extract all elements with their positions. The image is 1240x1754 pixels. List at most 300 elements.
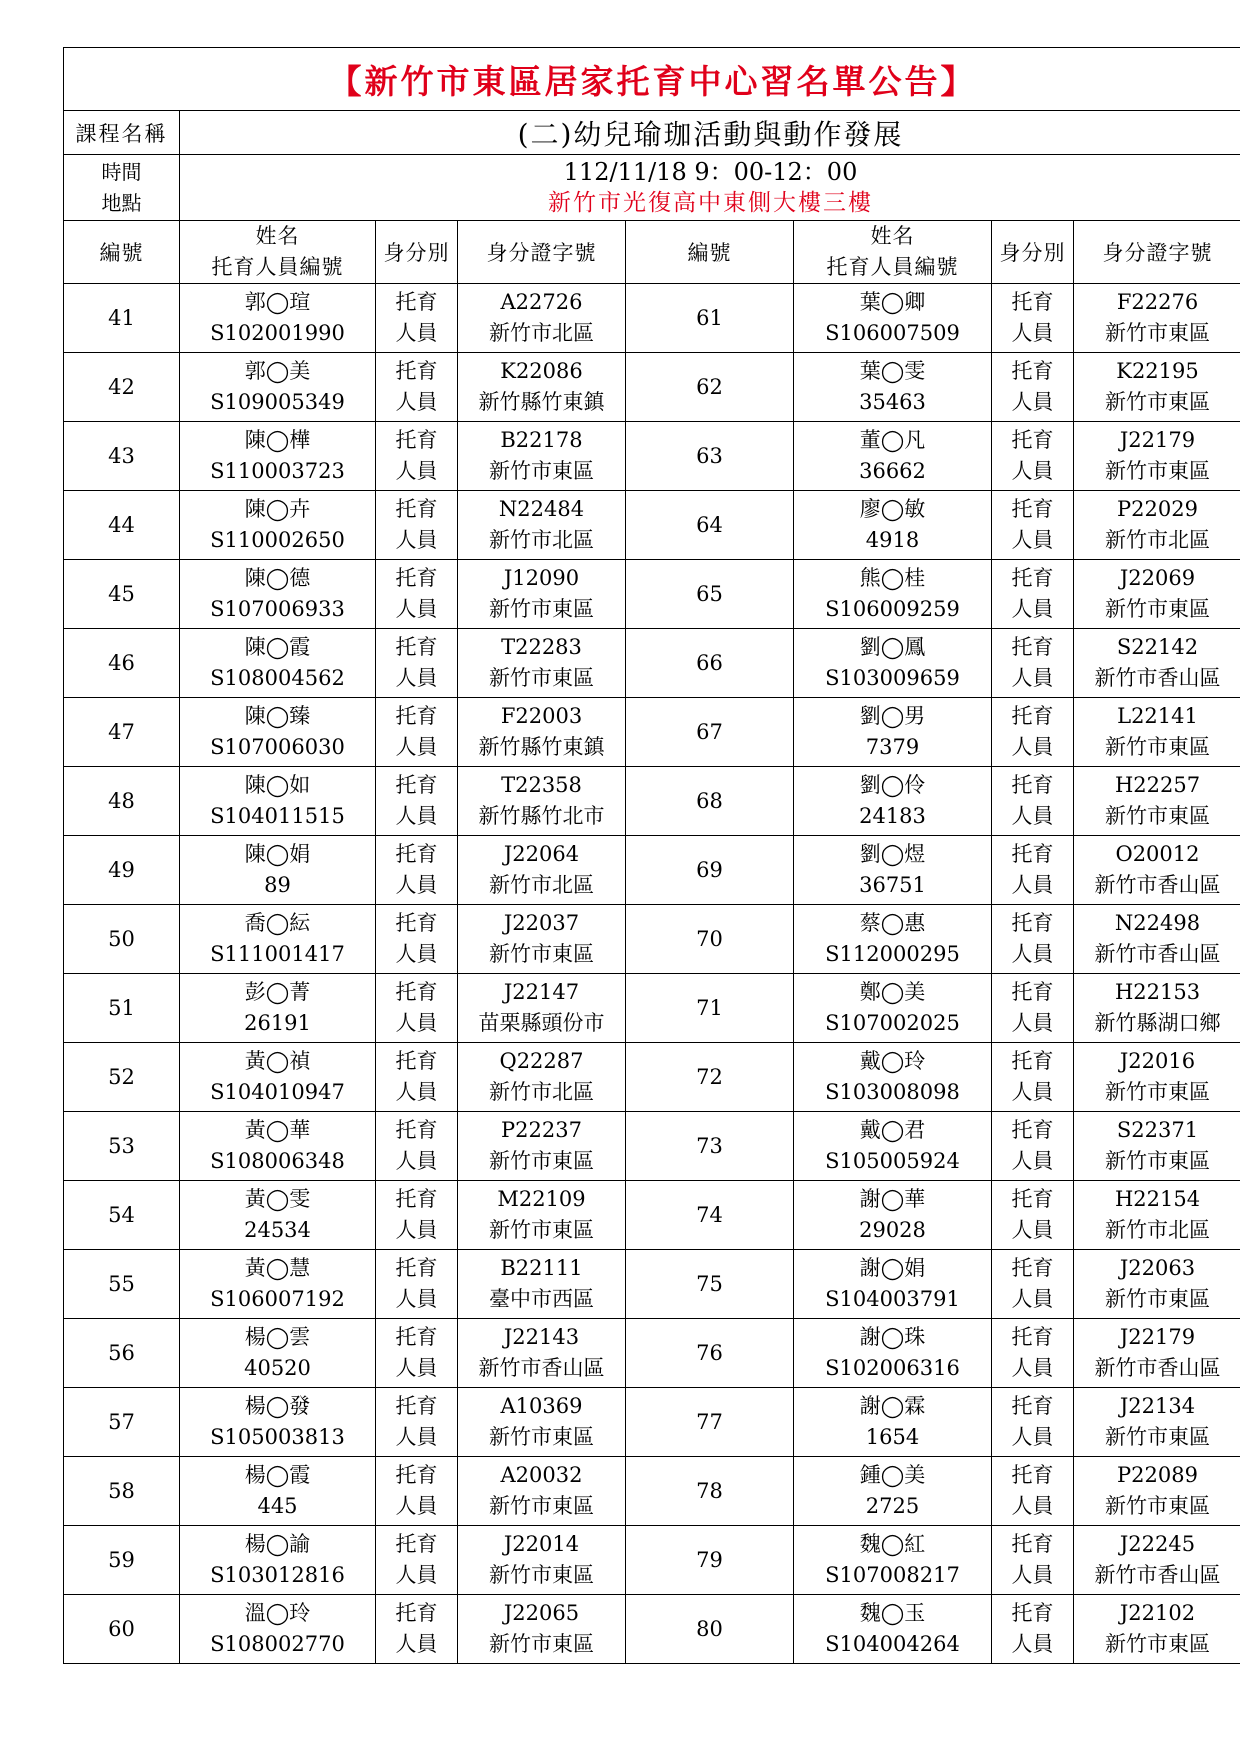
caregiver-name xyxy=(180,1250,376,1319)
caregiver-name-code: S102006316 xyxy=(825,1356,960,1380)
id-number-id1: P22089 xyxy=(1117,1463,1198,1487)
identity-type-role2: 人員 xyxy=(395,1011,438,1035)
id-number xyxy=(1074,905,1240,974)
identity-type-role2: 人員 xyxy=(1011,666,1054,690)
caregiver-name-name: 魏◯紅 xyxy=(859,1532,926,1556)
identity-type-role2: 人員 xyxy=(395,1563,438,1587)
entry-number: 78 xyxy=(626,1457,794,1526)
time-label: 時間 xyxy=(101,159,142,184)
identity-type-role1: 托育 xyxy=(1011,842,1054,866)
caregiver-name-code: 7379 xyxy=(865,735,920,759)
id-number-id1: J22179 xyxy=(1119,428,1196,452)
identity-type-role2: 人員 xyxy=(395,1494,438,1518)
entry-number: 70 xyxy=(626,905,794,974)
table-row xyxy=(64,422,1240,491)
id-number xyxy=(458,974,626,1043)
identity-type xyxy=(376,767,458,836)
caregiver-name-name: 楊◯雲 xyxy=(244,1325,311,1349)
id-number xyxy=(1074,836,1240,905)
identity-type xyxy=(992,1388,1074,1457)
entry-number: 43 xyxy=(64,422,180,491)
identity-type-role1: 托育 xyxy=(395,1394,438,1418)
id-number xyxy=(458,1250,626,1319)
caregiver-name-code: 2725 xyxy=(865,1494,920,1518)
caregiver-name-name: 戴◯玲 xyxy=(859,1049,926,1073)
id-number-id1: M22109 xyxy=(497,1187,586,1211)
entry-number: 56 xyxy=(64,1319,180,1388)
entry-number: 66 xyxy=(626,629,794,698)
caregiver-name-code: S111001417 xyxy=(210,942,345,966)
identity-type xyxy=(376,974,458,1043)
id-number xyxy=(1074,629,1240,698)
id-number xyxy=(458,767,626,836)
identity-type-role1: 托育 xyxy=(395,359,438,383)
identity-type xyxy=(992,284,1074,353)
caregiver-name xyxy=(794,1526,992,1595)
id-number xyxy=(1074,1319,1240,1388)
caregiver-name-name: 陳◯德 xyxy=(244,566,311,590)
header-name-line1: 姓名 xyxy=(255,224,300,248)
caregiver-name xyxy=(180,1595,376,1664)
caregiver-name xyxy=(180,422,376,491)
caregiver-name xyxy=(180,905,376,974)
identity-type-role1: 托育 xyxy=(395,1187,438,1211)
caregiver-name-name: 熊◯桂 xyxy=(859,566,926,590)
identity-type xyxy=(992,1595,1074,1664)
entry-number: 77 xyxy=(626,1388,794,1457)
caregiver-name-code: 36751 xyxy=(859,873,926,897)
id-number xyxy=(458,1526,626,1595)
caregiver-name xyxy=(794,353,992,422)
entry-number: 48 xyxy=(64,767,180,836)
identity-type-role1: 托育 xyxy=(1011,773,1054,797)
id-number xyxy=(1074,974,1240,1043)
event-time: 112/11/18 9：00-12：00 xyxy=(563,157,858,186)
entry-number: 41 xyxy=(64,284,180,353)
id-number xyxy=(1074,353,1240,422)
caregiver-name-name: 葉◯卿 xyxy=(859,290,926,314)
caregiver-name-code: S106007509 xyxy=(825,321,960,345)
entry-number: 72 xyxy=(626,1043,794,1112)
id-number-id2: 新竹市北區 xyxy=(489,321,594,345)
identity-type-role2: 人員 xyxy=(395,1632,438,1656)
caregiver-name-code: S106009259 xyxy=(825,597,960,621)
entry-number: 45 xyxy=(64,560,180,629)
id-number xyxy=(1074,1388,1240,1457)
caregiver-name-name: 魏◯玉 xyxy=(859,1601,926,1625)
caregiver-name xyxy=(794,1595,992,1664)
id-number-id1: J22065 xyxy=(503,1601,580,1625)
id-number xyxy=(458,1595,626,1664)
entry-number: 55 xyxy=(64,1250,180,1319)
id-number xyxy=(1074,1526,1240,1595)
caregiver-name xyxy=(180,284,376,353)
table-row xyxy=(64,767,1240,836)
identity-type-role1: 托育 xyxy=(1011,290,1054,314)
caregiver-name xyxy=(180,1181,376,1250)
id-number-id2: 新竹市香山區 xyxy=(1094,1563,1221,1587)
identity-type-role1: 托育 xyxy=(395,290,438,314)
identity-type-role2: 人員 xyxy=(395,942,438,966)
entry-number: 53 xyxy=(64,1112,180,1181)
identity-type-role2: 人員 xyxy=(1011,1494,1054,1518)
id-number-id1: J22143 xyxy=(503,1325,580,1349)
caregiver-name-name: 劉◯煜 xyxy=(859,842,926,866)
caregiver-name xyxy=(180,767,376,836)
id-number-id1: O20012 xyxy=(1115,842,1200,866)
table-row xyxy=(64,974,1240,1043)
id-number xyxy=(1074,1250,1240,1319)
caregiver-name xyxy=(794,974,992,1043)
id-number xyxy=(1074,698,1240,767)
caregiver-name-code: S107006933 xyxy=(210,597,345,621)
caregiver-name-code: S104010947 xyxy=(210,1080,345,1104)
identity-type-role1: 托育 xyxy=(395,704,438,728)
column-header-row xyxy=(64,221,1240,284)
caregiver-name xyxy=(794,698,992,767)
caregiver-name-name: 董◯凡 xyxy=(859,428,926,452)
identity-type-role2: 人員 xyxy=(395,597,438,621)
caregiver-name xyxy=(180,974,376,1043)
caregiver-name xyxy=(794,629,992,698)
identity-type-role2: 人員 xyxy=(395,459,438,483)
identity-type-role1: 托育 xyxy=(1011,566,1054,590)
caregiver-name-name: 廖◯敏 xyxy=(859,497,926,521)
id-number xyxy=(458,1043,626,1112)
header-role-2: 身分別 xyxy=(992,221,1074,284)
caregiver-name-name: 謝◯娟 xyxy=(859,1256,926,1280)
caregiver-name-code: S108004562 xyxy=(210,666,345,690)
identity-type-role2: 人員 xyxy=(1011,1080,1054,1104)
id-number-id2: 新竹縣湖口鄉 xyxy=(1094,1011,1221,1035)
identity-type xyxy=(992,1043,1074,1112)
event-place: 新竹市光復高中東側大樓三樓 xyxy=(548,189,873,216)
identity-type-role2: 人員 xyxy=(1011,735,1054,759)
entry-number: 44 xyxy=(64,491,180,560)
id-number-id2: 新竹市香山區 xyxy=(1094,666,1221,690)
table-row xyxy=(64,1112,1240,1181)
id-number xyxy=(458,905,626,974)
table-row xyxy=(64,284,1240,353)
caregiver-name-name: 陳◯樺 xyxy=(244,428,311,452)
entry-number: 59 xyxy=(64,1526,180,1595)
identity-type-role2: 人員 xyxy=(395,873,438,897)
id-number-id1: J22069 xyxy=(1119,566,1196,590)
caregiver-name-code: 29028 xyxy=(859,1218,926,1242)
identity-type xyxy=(376,836,458,905)
entry-number: 61 xyxy=(626,284,794,353)
id-number-id1: J12090 xyxy=(503,566,580,590)
id-number xyxy=(458,836,626,905)
id-number-id2: 新竹縣竹東鎮 xyxy=(478,390,605,414)
id-number-id1: S22142 xyxy=(1116,635,1199,659)
id-number xyxy=(1074,1112,1240,1181)
identity-type-role1: 托育 xyxy=(1011,1049,1054,1073)
caregiver-name-code: S110003723 xyxy=(210,459,345,483)
identity-type xyxy=(376,1388,458,1457)
id-number-id1: B22111 xyxy=(500,1256,583,1280)
id-number-id1: J22014 xyxy=(503,1532,580,1556)
id-number-id1: P22029 xyxy=(1117,497,1198,521)
caregiver-name-code: 89 xyxy=(264,873,291,897)
caregiver-name-code: 40520 xyxy=(244,1356,311,1380)
id-number-id2: 新竹市北區 xyxy=(489,1080,594,1104)
id-number-id2: 新竹市東區 xyxy=(489,1218,594,1242)
identity-type xyxy=(992,1181,1074,1250)
caregiver-name-name: 黃◯雯 xyxy=(244,1187,311,1211)
identity-type xyxy=(376,284,458,353)
caregiver-name-code: S103009659 xyxy=(825,666,960,690)
identity-type-role1: 托育 xyxy=(1011,1118,1054,1142)
id-number-id1: J22064 xyxy=(503,842,580,866)
identity-type-role2: 人員 xyxy=(395,1425,438,1449)
caregiver-name-code: S104011515 xyxy=(210,804,345,828)
id-number xyxy=(1074,1457,1240,1526)
id-number-id1: T22283 xyxy=(501,635,582,659)
caregiver-name xyxy=(794,1043,992,1112)
identity-type xyxy=(376,1319,458,1388)
identity-type-role2: 人員 xyxy=(1011,1563,1054,1587)
caregiver-name xyxy=(794,284,992,353)
place-label: 地點 xyxy=(101,190,142,215)
caregiver-name-name: 楊◯霞 xyxy=(244,1463,311,1487)
caregiver-name-name: 劉◯男 xyxy=(859,704,926,728)
id-number-id1: J22102 xyxy=(1119,1601,1196,1625)
id-number-id2: 新竹市東區 xyxy=(489,459,594,483)
identity-type-role1: 托育 xyxy=(395,566,438,590)
id-number-id2: 新竹市東區 xyxy=(1105,1425,1210,1449)
id-number xyxy=(458,1319,626,1388)
caregiver-name-name: 郭◯美 xyxy=(244,359,311,383)
entry-number: 68 xyxy=(626,767,794,836)
id-number-id1: A20032 xyxy=(500,1463,583,1487)
caregiver-name-code: S107008217 xyxy=(825,1563,960,1587)
identity-type-role2: 人員 xyxy=(1011,873,1054,897)
identity-type-role1: 托育 xyxy=(395,980,438,1004)
caregiver-name-name: 陳◯娟 xyxy=(244,842,311,866)
id-number-id2: 新竹市東區 xyxy=(1105,1080,1210,1104)
id-number-id2: 新竹市東區 xyxy=(489,666,594,690)
entry-number: 79 xyxy=(626,1526,794,1595)
entry-number: 57 xyxy=(64,1388,180,1457)
caregiver-name-name: 黃◯慧 xyxy=(244,1256,311,1280)
caregiver-name-code: S107006030 xyxy=(210,735,345,759)
identity-type-role1: 托育 xyxy=(1011,911,1054,935)
identity-type-role2: 人員 xyxy=(1011,1011,1054,1035)
table-row xyxy=(64,1388,1240,1457)
identity-type-role2: 人員 xyxy=(1011,804,1054,828)
id-number-id1: Q22287 xyxy=(499,1049,584,1073)
entry-number: 60 xyxy=(64,1595,180,1664)
id-number-id2: 新竹市東區 xyxy=(489,1563,594,1587)
identity-type-role1: 托育 xyxy=(395,1118,438,1142)
id-number xyxy=(1074,1181,1240,1250)
identity-type xyxy=(992,1250,1074,1319)
identity-type xyxy=(376,491,458,560)
table-row xyxy=(64,905,1240,974)
caregiver-name-name: 鄭◯美 xyxy=(859,980,926,1004)
identity-type xyxy=(376,905,458,974)
id-number-id2: 新竹市東區 xyxy=(1105,321,1210,345)
caregiver-name-code: S108002770 xyxy=(210,1632,345,1656)
header-id: 身分證字號 xyxy=(458,221,626,284)
header-name-line2: 托育人員編號 xyxy=(826,255,959,279)
caregiver-name-code: 445 xyxy=(257,1494,298,1518)
id-number-id1: K22195 xyxy=(1116,359,1199,383)
table-row xyxy=(64,1181,1240,1250)
id-number xyxy=(1074,284,1240,353)
id-number-id2: 新竹縣竹東鎮 xyxy=(478,735,605,759)
identity-type-role1: 托育 xyxy=(1011,1601,1054,1625)
id-number-id2: 新竹縣竹北市 xyxy=(478,804,605,828)
caregiver-name xyxy=(794,491,992,560)
id-number xyxy=(458,1388,626,1457)
caregiver-name-name: 陳◯如 xyxy=(244,773,311,797)
time-place-values xyxy=(180,155,1240,221)
identity-type-role1: 托育 xyxy=(395,1325,438,1349)
identity-type xyxy=(992,836,1074,905)
id-number-id2: 新竹市東區 xyxy=(489,942,594,966)
entry-number: 73 xyxy=(626,1112,794,1181)
id-number-id1: J22245 xyxy=(1119,1532,1196,1556)
id-number-id2: 新竹市北區 xyxy=(1105,528,1210,552)
header-name-line1: 姓名 xyxy=(870,224,915,248)
identity-type-role1: 托育 xyxy=(395,1463,438,1487)
table-row xyxy=(64,491,1240,560)
identity-type-role2: 人員 xyxy=(395,321,438,345)
caregiver-name-code: S110002650 xyxy=(210,528,345,552)
identity-type xyxy=(992,353,1074,422)
id-number-id2: 新竹市東區 xyxy=(1105,459,1210,483)
table-row xyxy=(64,698,1240,767)
caregiver-name xyxy=(180,1043,376,1112)
caregiver-name xyxy=(180,1319,376,1388)
id-number-id1: H22153 xyxy=(1114,980,1201,1004)
id-number-id1: P22237 xyxy=(501,1118,582,1142)
identity-type xyxy=(992,560,1074,629)
caregiver-name-name: 劉◯伶 xyxy=(859,773,926,797)
identity-type xyxy=(992,1526,1074,1595)
identity-type xyxy=(992,905,1074,974)
caregiver-name-name: 謝◯華 xyxy=(859,1187,926,1211)
identity-type-role2: 人員 xyxy=(1011,528,1054,552)
entry-number: 75 xyxy=(626,1250,794,1319)
id-number-id1: H22154 xyxy=(1114,1187,1201,1211)
entry-number: 76 xyxy=(626,1319,794,1388)
id-number xyxy=(1074,767,1240,836)
caregiver-name xyxy=(180,1112,376,1181)
identity-type-role1: 托育 xyxy=(1011,1463,1054,1487)
caregiver-name-name: 楊◯諭 xyxy=(244,1532,311,1556)
identity-type-role2: 人員 xyxy=(1011,321,1054,345)
id-number-id2: 新竹市香山區 xyxy=(478,1356,605,1380)
id-number-id2: 苗栗縣頭份市 xyxy=(478,1011,605,1035)
identity-type-role1: 托育 xyxy=(1011,1256,1054,1280)
identity-type-role1: 托育 xyxy=(395,428,438,452)
identity-type-role1: 托育 xyxy=(395,773,438,797)
caregiver-name-code: 24183 xyxy=(859,804,926,828)
identity-type-role1: 托育 xyxy=(395,1049,438,1073)
id-number-id2: 新竹市香山區 xyxy=(1094,1356,1221,1380)
identity-type-role2: 人員 xyxy=(395,1149,438,1173)
id-number-id1: F22003 xyxy=(500,704,583,728)
identity-type-role1: 托育 xyxy=(1011,1187,1054,1211)
identity-type-role1: 托育 xyxy=(395,635,438,659)
id-number xyxy=(458,284,626,353)
id-number-id1: L22141 xyxy=(1117,704,1198,728)
identity-type xyxy=(992,1112,1074,1181)
identity-type-role2: 人員 xyxy=(1011,1218,1054,1242)
identity-type xyxy=(992,422,1074,491)
caregiver-name-name: 鍾◯美 xyxy=(859,1463,926,1487)
caregiver-name-code: S103008098 xyxy=(825,1080,960,1104)
id-number-id1: F22276 xyxy=(1116,290,1199,314)
id-number-id2: 臺中市西區 xyxy=(489,1287,594,1311)
table-row xyxy=(64,560,1240,629)
entry-number: 47 xyxy=(64,698,180,767)
header-no: 編號 xyxy=(64,221,180,284)
identity-type-role1: 托育 xyxy=(395,1601,438,1625)
caregiver-name-code: S108006348 xyxy=(210,1149,345,1173)
entry-number: 42 xyxy=(64,353,180,422)
caregiver-name xyxy=(794,560,992,629)
identity-type xyxy=(376,1181,458,1250)
id-number-id1: N22484 xyxy=(498,497,585,521)
caregiver-name xyxy=(794,836,992,905)
caregiver-name-name: 謝◯珠 xyxy=(859,1325,926,1349)
identity-type-role2: 人員 xyxy=(395,666,438,690)
header-name-2 xyxy=(794,221,992,284)
id-number xyxy=(458,1112,626,1181)
caregiver-name-name: 謝◯霖 xyxy=(859,1394,926,1418)
identity-type-role1: 托育 xyxy=(1011,1532,1054,1556)
id-number xyxy=(1074,422,1240,491)
header-role: 身分別 xyxy=(376,221,458,284)
caregiver-name-code: 36662 xyxy=(859,459,926,483)
id-number-id2: 新竹市北區 xyxy=(489,873,594,897)
caregiver-name-name: 郭◯瑄 xyxy=(244,290,311,314)
identity-type xyxy=(376,1043,458,1112)
caregiver-name-code: S105003813 xyxy=(210,1425,345,1449)
identity-type-role2: 人員 xyxy=(1011,942,1054,966)
id-number xyxy=(1074,491,1240,560)
id-number-id2: 新竹市香山區 xyxy=(1094,873,1221,897)
id-number-id2: 新竹市東區 xyxy=(489,1494,594,1518)
entry-number: 74 xyxy=(626,1181,794,1250)
table-row xyxy=(64,1043,1240,1112)
caregiver-name xyxy=(794,767,992,836)
entry-number: 62 xyxy=(626,353,794,422)
caregiver-name-name: 葉◯雯 xyxy=(859,359,926,383)
table-row xyxy=(64,629,1240,698)
caregiver-name xyxy=(180,353,376,422)
identity-type-role1: 托育 xyxy=(395,911,438,935)
caregiver-name-code: 4918 xyxy=(865,528,920,552)
identity-type xyxy=(376,1457,458,1526)
identity-type-role1: 托育 xyxy=(1011,704,1054,728)
entry-number: 64 xyxy=(626,491,794,560)
id-number-id1: A10369 xyxy=(500,1394,583,1418)
identity-type-role1: 托育 xyxy=(395,842,438,866)
identity-type xyxy=(992,1319,1074,1388)
id-number-id1: J22037 xyxy=(503,911,580,935)
caregiver-name xyxy=(180,1388,376,1457)
id-number-id2: 新竹市東區 xyxy=(1105,597,1210,621)
identity-type-role1: 托育 xyxy=(1011,428,1054,452)
caregiver-name-code: S103012816 xyxy=(210,1563,345,1587)
caregiver-name-name: 喬◯紜 xyxy=(244,911,311,935)
caregiver-name-name: 劉◯鳳 xyxy=(859,635,926,659)
